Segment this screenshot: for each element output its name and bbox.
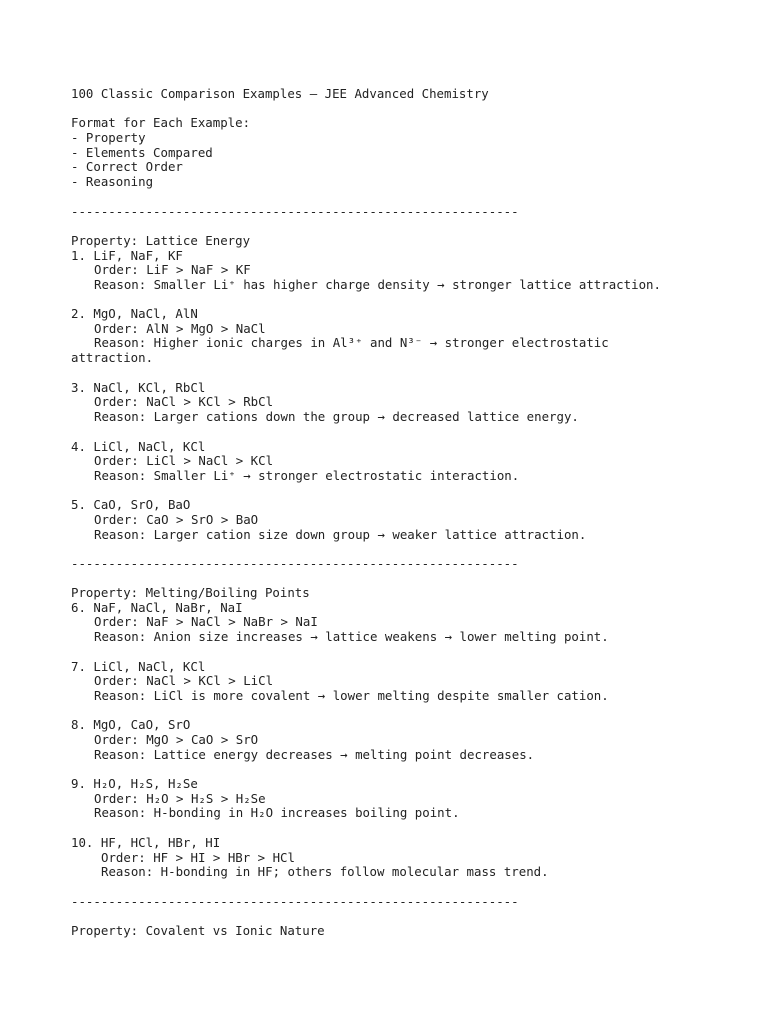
section-heading: Property: Melting/Boiling Points <box>71 585 310 600</box>
example-order: Order: LiCl > NaCl > KCl <box>94 453 274 468</box>
example-order: Order: MgO > CaO > SrO <box>94 732 259 747</box>
example-compared: 9. H₂O, H₂S, H₂Se <box>71 776 198 791</box>
example-compared: 6. NaF, NaCl, NaBr, NaI <box>71 600 243 615</box>
example-reason: Reason: Larger cations down the group → decreased lattice energy. <box>94 409 579 424</box>
format-item: - Correct Order <box>71 159 183 174</box>
example-reason: Reason: LiCl is more covalent → lower melting despite smaller cation. <box>94 688 609 703</box>
separator-line: ------------------------------------------------------------ <box>71 204 519 219</box>
example-compared: 5. CaO, SrO, BaO <box>71 497 191 512</box>
section-heading: Property: Lattice Energy <box>71 233 251 248</box>
example-reason: Reason: Smaller Li⁺ → stronger electrostatic interaction. <box>94 468 520 483</box>
example-reason: Reason: Larger cation size down group → weaker lattice attraction. <box>94 527 587 542</box>
example-reason-continued: attraction. <box>71 350 154 365</box>
example-reason: Reason: H-bonding in H₂O increases boiling point. <box>94 805 460 820</box>
document-title: 100 Classic Comparison Examples – JEE Advanced Chemistry <box>71 86 489 101</box>
example-order: Order: LiF > NaF > KF <box>94 262 251 277</box>
example-order: Order: NaF > NaCl > NaBr > NaI <box>94 614 318 629</box>
example-compared: 8. MgO, CaO, SrO <box>71 717 191 732</box>
example-compared: 3. NaCl, KCl, RbCl <box>71 380 206 395</box>
example-reason: Reason: Lattice energy decreases → melting point decreases. <box>94 747 535 762</box>
example-reason: Reason: Higher ionic charges in Al³⁺ and N³⁻ → stronger electrostatic <box>94 335 609 350</box>
example-compared: 7. LiCl, NaCl, KCl <box>71 659 206 674</box>
example-order: Order: HF > HI > HBr > HCl <box>101 850 295 865</box>
format-item: - Property <box>71 130 146 145</box>
separator-line: ------------------------------------------------------------ <box>71 556 519 571</box>
format-heading: Format for Each Example: <box>71 115 251 130</box>
format-item: - Elements Compared <box>71 145 213 160</box>
example-order: Order: CaO > SrO > BaO <box>94 512 259 527</box>
example-order: Order: NaCl > KCl > LiCl <box>94 673 274 688</box>
example-reason: Reason: Anion size increases → lattice weakens → lower melting point. <box>94 629 609 644</box>
example-order: Order: NaCl > KCl > RbCl <box>94 394 274 409</box>
example-compared: 1. LiF, NaF, KF <box>71 248 183 263</box>
example-compared: 2. MgO, NaCl, AlN <box>71 306 198 321</box>
example-compared: 10. HF, HCl, HBr, HI <box>71 835 221 850</box>
format-item: - Reasoning <box>71 174 154 189</box>
example-reason: Reason: H-bonding in HF; others follow molecular mass trend. <box>101 864 549 879</box>
separator-line: ------------------------------------------------------------ <box>71 894 519 909</box>
section-heading: Property: Covalent vs Ionic Nature <box>71 923 325 938</box>
example-order: Order: AlN > MgO > NaCl <box>94 321 266 336</box>
example-compared: 4. LiCl, NaCl, KCl <box>71 439 206 454</box>
example-reason: Reason: Smaller Li⁺ has higher charge density → stronger lattice attraction. <box>94 277 661 292</box>
example-order: Order: H₂O > H₂S > H₂Se <box>94 791 266 806</box>
